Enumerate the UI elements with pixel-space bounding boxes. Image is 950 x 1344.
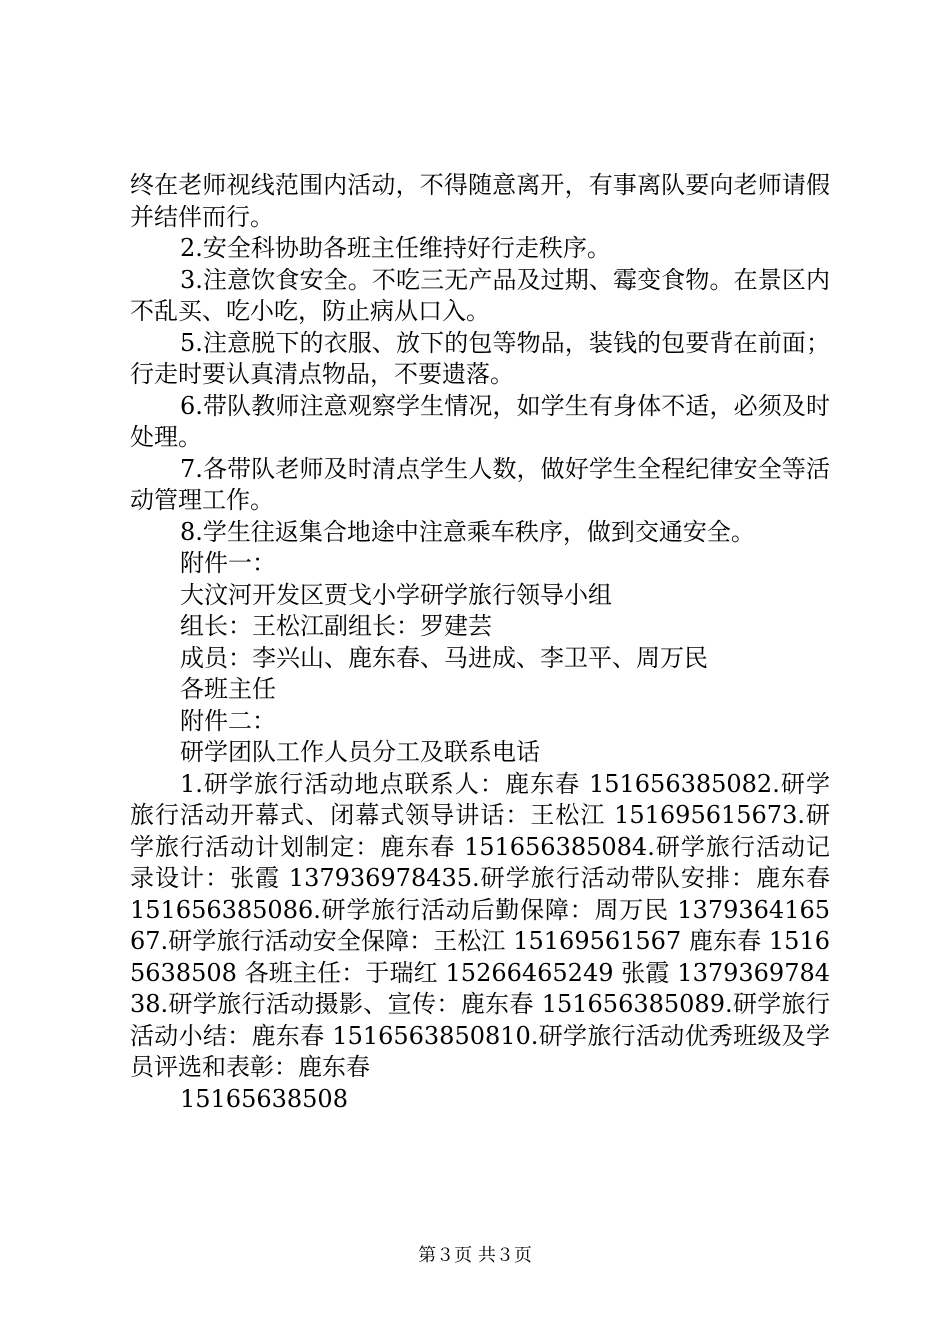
paragraph-item-6: 6.带队教师注意观察学生情况，如学生有身体不适，必须及时处理。 [130,391,830,451]
staff-assignment-title: 研学团队工作人员分工及联系电话 [180,738,540,766]
paragraph-item-2: 2.安全科协助各班主任维持好行走秩序。 [180,234,611,262]
paragraph-item-5: 5.注意脱下的衣服、放下的包等物品，装钱的包要背在前面；行走时要认真清点物品，不要遗落。 [130,328,830,388]
paragraph-item-7: 7.各带队老师及时清点学生人数，做好学生全程纪律安全等活动管理工作。 [130,454,830,514]
paragraph-item-8: 8.学生往返集合地途中注意乘车秩序，做到交通安全。 [180,517,755,546]
page-footer: 第３页 共３页 [418,1245,532,1266]
document-body [130,170,830,1115]
class-teachers-line: 各班主任 [180,675,276,703]
group-members-line: 成员：李兴山、鹿东春、马进成、李卫平、周万民 [180,643,708,672]
final-phone-line: 15165638508 [180,1084,348,1113]
leadership-group-title: 大汶河开发区贾戈小学研学旅行领导小组 [180,580,612,609]
attachment-two-heading: 附件二： [180,706,276,735]
staff-contacts-paragraph: 1.研学旅行活动地点联系人：鹿东春 151656385082.研学旅行活动开幕式、闭幕式领导讲话：王松江 151695615673.研学旅行活动计划制定：鹿东春 151656385084.研学旅行活动记录设计：张霞 137936978435.研学旅行活动带队安排：鹿东春 151656385086.研学旅行活动后勤保障：周万民 137936416567.研学旅行活动安全保障：王松江 15169561567 鹿东春 15165638508 各班主任：于瑞红 15266465249 张霞 137936978438.研学旅行活动摄影、宣传：鹿东春 151656385089.研学旅行活动小结：鹿东春 1516563850810.研学旅行活动优秀班级及学员评选和表彰：鹿东春 [130,769,830,1081]
attachment-one-heading: 附件一： [180,549,276,577]
group-leaders-line: 组长：王松江副组长：罗建芸 [180,612,492,640]
paragraph-continued: 终在老师视线范围内活动，不得随意离开，有事离队要向老师请假并结伴而行。 [130,171,830,231]
paragraph-item-3: 3.注意饮食安全。不吃三无产品及过期、霉变食物。在景区内不乱买、吃小吃，防止病从口入。 [130,265,830,325]
